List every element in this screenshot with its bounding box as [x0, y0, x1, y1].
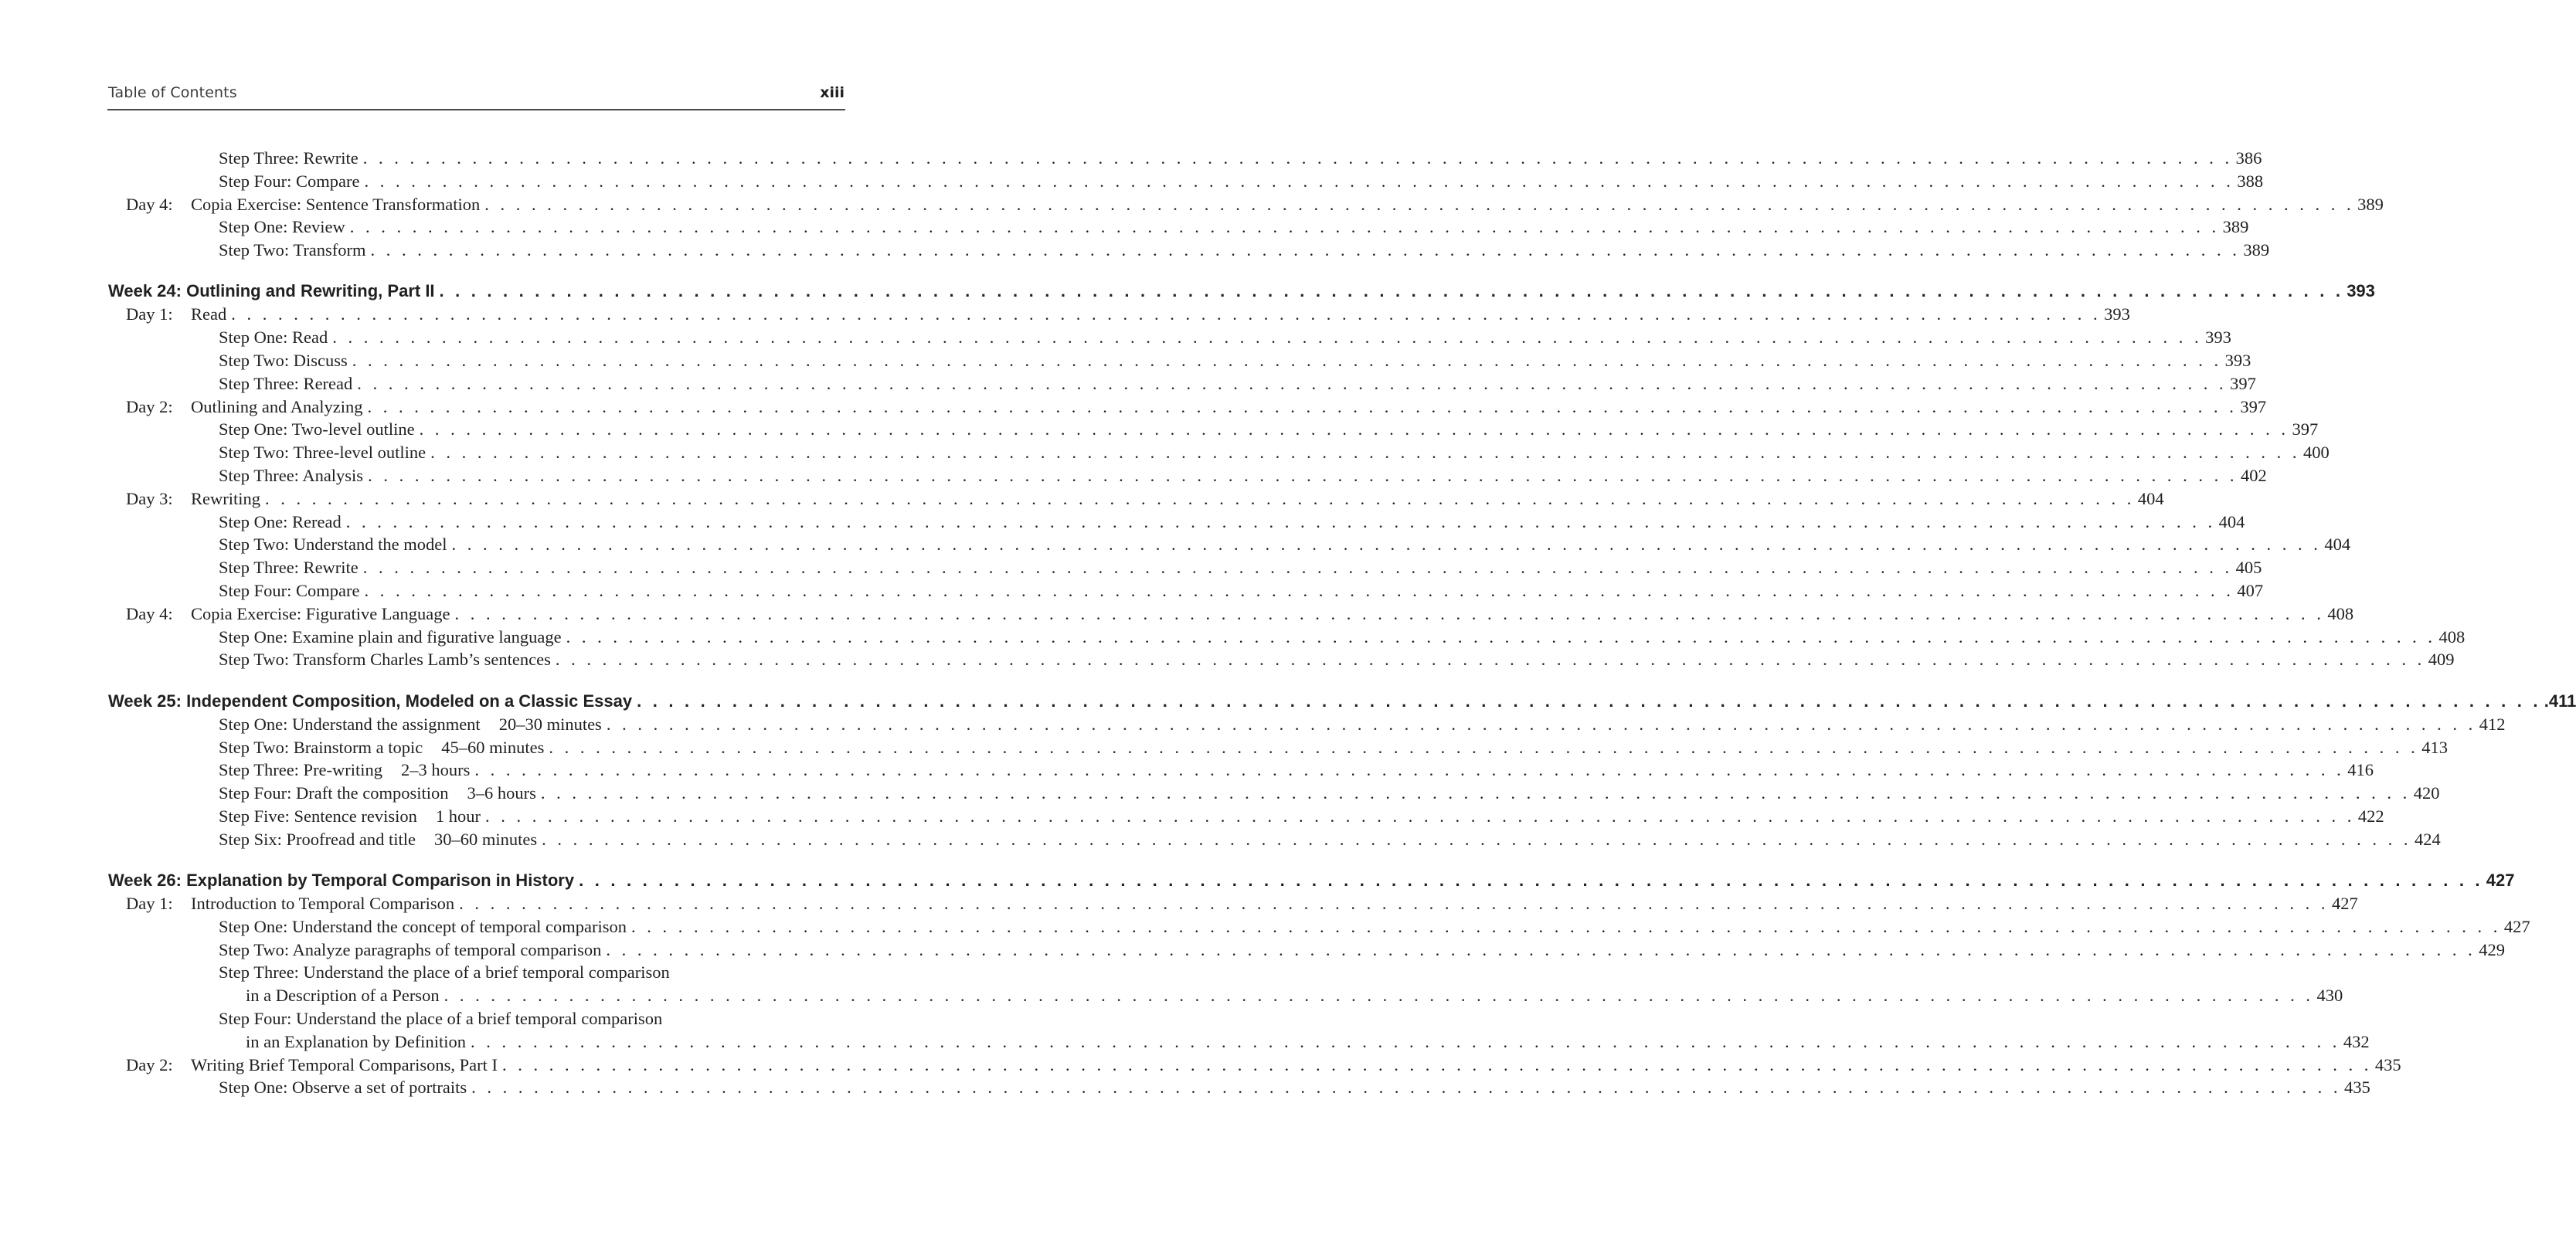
toc-entry-day[interactable]	[108, 303, 2130, 326]
page-reference: 429	[2479, 939, 2505, 959]
dot-leader: . . . . . . . . . . . . . . . . . . . . . . . . . . . . . . . . . . . . . . . . . . . . . . . . . . . . . . . . . . . . . . . . . . . . . . . . . . . . . . . . . . . . . . . . . . . . . . . . . . . . . . . . . . . . . . . . . . . . . . . .	[470, 1031, 2340, 1051]
toc-entry-step[interactable]	[108, 736, 2448, 759]
toc-entry-step[interactable]	[108, 648, 2455, 671]
toc-entry-step[interactable]	[108, 418, 2319, 441]
entry-title: Step Two: Analyze paragraphs of temporal comparison	[219, 939, 602, 959]
entry-title: in an Explanation by Definition	[246, 1031, 466, 1051]
toc-entry-step[interactable]	[108, 713, 2506, 736]
day-label: Day 2:	[126, 396, 173, 416]
page-reference: 404	[2137, 488, 2164, 508]
page-reference: 408	[2327, 603, 2354, 623]
toc-entry-step[interactable]	[108, 939, 2505, 962]
entry-title: Step Four: Draft the composition	[219, 783, 449, 803]
toc-entry-week[interactable]	[108, 689, 2576, 713]
page-reference: 389	[2243, 240, 2270, 260]
entry-title: Writing Brief Temporal Comparisons, Part I	[191, 1054, 498, 1074]
page-reference: 404	[2218, 511, 2245, 531]
dot-leader: . . . . . . . . . . . . . . . . . . . . . . . . . . . . . . . . . . . . . . . . . . . . . . . . . . . . . . . . . . . . . . . . . . . . . . . . . . . . . . . . . . . . . . . . . . . . . . . . . . . . . . . . . . . . . . . . . . . . . . . .	[370, 240, 2241, 260]
toc-entry-step[interactable]	[108, 147, 2262, 170]
entry-title: Copia Exercise: Figurative Language	[191, 603, 450, 623]
toc-entry-week[interactable]	[108, 868, 2515, 892]
toc-entry-step[interactable]	[108, 579, 2264, 603]
entry-title: Step Three: Rewrite	[219, 148, 359, 168]
dot-leader: . . . . . . . . . . . . . . . . . . . . . . . . . . . . . . . . . . . . . . . . . . . . . . . . . . . . . . . . . . . . . . . . . . . . . . . . . . . . . . . . . . . . . . . . . . . . . . . . . . . . . . . . . . . . . . . . . . . . . . . .	[637, 691, 2541, 711]
dot-leader: . . . . . . . . . . . . . . . . . . . . . . . . . . . . . . . . . . . . . . . . . . . . . . . . . . . . . . . . . . . . . . . . . . . . . . . . . . . . . . . . . . . . . . . . . . . . . . . . . . . . . . . . . . . . . . . . . . . . . . . .	[362, 148, 2233, 168]
dot-leader: . . . . . . . . . . . . . . . . . . . . . . . . . . . . . . . . . . . . . . . . . . . . . . . . . . . . . . . . . . . . . . . . . . . . . . . . . . . . . . . . . . . . . . . . . . . . . . . . . . . . . . . . . . . . . . . . . . . . . . . .	[231, 304, 2102, 324]
toc-entry-step[interactable]	[108, 556, 2262, 579]
page-reference: 397	[2230, 373, 2256, 393]
dot-leader: . . . . . . . . . . . . . . . . . . . . . . . . . . . . . . . . . . . . . . . . . . . . . . . . . . . . . . . . . . . . . . . . . . . . . . . . . . . . . . . . . . . . . . . . . . . . . . . . . . . . . . . . . . . . . . . . . . . . . . . .	[419, 419, 2289, 440]
day-label: Day 2:	[126, 1054, 173, 1074]
dot-leader: . . . . . . . . . . . . . . . . . . . . . . . . . . . . . . . . . . . . . . . . . . . . . . . . . . . . . . . . . . . . . . . . . . . . . . . . . . . . . . . . . . . . . . . . . . . . . . . . . . . . . . . . . . . . . . . . . . . . . . . .	[352, 351, 2222, 371]
toc-entry-step[interactable]	[108, 1076, 2370, 1099]
time-estimate: 45–60 minutes	[441, 737, 545, 757]
page-reference: 386	[2235, 148, 2262, 168]
entry-title: Step Three: Pre-writing	[219, 760, 383, 780]
entry-title: Step Four: Compare	[219, 171, 360, 191]
page-reference: .411	[2544, 691, 2576, 711]
toc-entry-day[interactable]	[108, 603, 2354, 626]
day-label: Day 1:	[126, 894, 173, 914]
day-label: Day 4:	[126, 603, 173, 623]
day-label: Day 1:	[126, 304, 173, 324]
dot-leader: . . . . . . . . . . . . . . . . . . . . . . . . . . . . . . . . . . . . . . . . . . . . . . . . . . . . . . . . . . . . . . . . . . . . . . . . . . . . . . . . . . . . . . . . . . . . . . . . . . . . . . . . . . . . . . . . . . . . . . . .	[439, 281, 2344, 301]
page-reference: 397	[2292, 419, 2319, 440]
dot-leader: . . . . . . . . . . . . . . . . . . . . . . . . . . . . . . . . . . . . . . . . . . . . . . . . . . . . . . . . . . . . . . . . . . . . . . . . . . . . . . . . . . . . . . . . . . . . . . . . . . . . . . . . . . . . . . . . . . . . . . . .	[364, 171, 2234, 191]
dot-leader: . . . . . . . . . . . . . . . . . . . . . . . . . . . . . . . . . . . . . . . . . . . . . . . . . . . . . . . . . . . . . . . . . . . . . . . . . . . . . . . . . . . . . . . . . . . . . . . . . . . . . . . . . . . . . . . . . . . . . . . .	[368, 466, 2238, 486]
dot-leader: . . . . . . . . . . . . . . . . . . . . . . . . . . . . . . . . . . . . . . . . . . . . . . . . . . . . . . . . . . . . . . . . . . . . . . . . . . . . . . . . . . . . . . . . . . . . . . . . . . . . . . . . . . . . . . . . . . . . . . . .	[474, 760, 2345, 780]
entry-title: Step Four: Understand the place of a brief temporal comparison	[219, 1009, 663, 1028]
dot-leader: . . . . . . . . . . . . . . . . . . . . . . . . . . . . . . . . . . . . . . . . . . . . . . . . . . . . . . . . . . . . . . . . . . . . . . . . . . . . . . . . . . . . . . . . . . . . . . . . . . . . . . . . . . . . . . . . . . . . . . . .	[451, 535, 2322, 555]
toc-entry-step[interactable]	[108, 511, 2245, 534]
toc-entry-day[interactable]	[108, 193, 2384, 216]
dot-leader: . . . . . . . . . . . . . . . . . . . . . . . . . . . . . . . . . . . . . . . . . . . . . . . . . . . . . . . . . . . . . . . . . . . . . . . . . . . . . . . . . . . . . . . . . . . . . . . . . . . . . . . . . . . . . . . . . . . . . . . .	[454, 603, 2325, 623]
dot-leader: . . . . . . . . . . . . . . . . . . . . . . . . . . . . . . . . . . . . . . . . . . . . . . . . . . . . . . . . . . . . . . . . . . . . . . . . . . . . . . . . . . . . . . . . . . . . . . . . . . . . . . . . . . . . . . . . . . . . . . . .	[540, 783, 2411, 803]
page-reference: 427	[2486, 871, 2515, 891]
toc-entry-step[interactable]	[108, 961, 842, 984]
toc-entry-step[interactable]	[108, 915, 2530, 939]
dot-leader: . . . . . . . . . . . . . . . . . . . . . . . . . . . . . . . . . . . . . . . . . . . . . . . . . . . . . . . . . . . . . . . . . . . . . . . . . . . . . . . . . . . . . . . . . . . . . . . . . . . . . . . . . . . . . . . . . . . . . . . .	[367, 396, 2238, 416]
toc-entry-step[interactable]	[108, 626, 2466, 649]
toc-entry-step[interactable]	[108, 1007, 842, 1030]
page-reference: 393	[2224, 351, 2251, 371]
entry-title: Step Two: Discuss	[219, 351, 348, 371]
dot-leader: . . . . . . . . . . . . . . . . . . . . . . . . . . . . . . . . . . . . . . . . . . . . . . . . . . . . . . . . . . . . . . . . . . . . . . . . . . . . . . . . . . . . . . . . . . . . . . . . . . . . . . . . . . . . . . . . . . . . . . . .	[471, 1078, 2342, 1098]
entry-title: Step Six: Proofread and title	[219, 829, 416, 849]
dot-leader: . . . . . . . . . . . . . . . . . . . . . . . . . . . . . . . . . . . . . . . . . . . . . . . . . . . . . . . . . . . . . . . . . . . . . . . . . . . . . . . . . . . . . . . . . . . . . . . . . . . . . . . . . . . . . . . . . . . . . . . .	[332, 328, 2203, 348]
day-label: Day 3:	[126, 488, 173, 508]
entry-title: Week 26: Explanation by Temporal Comparison in History	[108, 871, 575, 891]
section-gap	[108, 671, 842, 689]
time-estimate: 20–30 minutes	[498, 714, 602, 734]
dot-leader: . . . . . . . . . . . . . . . . . . . . . . . . . . . . . . . . . . . . . . . . . . . . . . . . . . . . . . . . . . . . . . . . . . . . . . . . . . . . . . . . . . . . . . . . . . . . . . . . . . . . . . . . . . . . . . . . . . . . . . . .	[443, 986, 2314, 1006]
toc-entry-step[interactable]	[108, 441, 2330, 464]
toc-entry-step[interactable]	[108, 464, 2267, 487]
toc-entry-step[interactable]	[108, 170, 2264, 193]
page-reference: 407	[2237, 581, 2264, 601]
page-reference: 424	[2414, 829, 2441, 849]
entry-title: Rewriting	[191, 488, 260, 508]
entry-title: Copia Exercise: Sentence Transformation	[191, 194, 481, 214]
dot-leader: . . . . . . . . . . . . . . . . . . . . . . . . . . . . . . . . . . . . . . . . . . . . . . . . . . . . . . . . . . . . . . . . . . . . . . . . . . . . . . . . . . . . . . . . . . . . . . . . . . . . . . . . . . . . . . . . . . . . . . . .	[502, 1054, 2372, 1074]
entry-title: Step One: Observe a set of portraits	[219, 1078, 467, 1098]
entry-title: Week 25: Independent Composition, Modeled on a Classic Essay	[108, 691, 633, 711]
toc-entry-day[interactable]	[108, 395, 2267, 419]
toc-list	[108, 147, 2576, 1099]
entry-title: Step Three: Analysis	[219, 466, 364, 486]
page-reference: 435	[2344, 1078, 2370, 1098]
dot-leader: . . . . . . . . . . . . . . . . . . . . . . . . . . . . . . . . . . . . . . . . . . . . . . . . . . . . . . . . . . . . . . . . . . . . . . . . . . . . . . . . . . . . . . . . . . . . . . . . . . . . . . . . . . . . . . . . . . . . . . . .	[484, 194, 2355, 214]
toc-entry-step[interactable]	[108, 349, 2251, 372]
entry-title: Step One: Two-level outline	[219, 419, 415, 440]
entry-title: in a Description of a Person	[246, 986, 440, 1006]
dot-leader: . . . . . . . . . . . . . . . . . . . . . . . . . . . . . . . . . . . . . . . . . . . . . . . . . . . . . . . . . . . . . . . . . . . . . . . . . . . . . . . . . . . . . . . . . . . . . . . . . . . . . . . . . . . . . . . . . . . . . . . .	[630, 916, 2501, 936]
page-reference: 422	[2357, 806, 2384, 826]
entry-title: Read	[191, 304, 227, 324]
time-estimate: 3–6 hours	[467, 783, 536, 803]
page-reference: 430	[2316, 986, 2343, 1006]
toc-entry-step[interactable]	[108, 533, 2351, 556]
toc-entry-step[interactable]	[108, 216, 2249, 239]
entry-title: Step Two: Brainstorm a topic	[219, 737, 423, 757]
dot-leader: . . . . . . . . . . . . . . . . . . . . . . . . . . . . . . . . . . . . . . . . . . . . . . . . . . . . . . . . . . . . . . . . . . . . . . . . . . . . . . . . . . . . . . . . . . . . . . . . . . . . . . . . . . . . . . . . . . . . . . . .	[555, 650, 2425, 670]
page-reference: 408	[2438, 626, 2466, 647]
dot-leader: . . . . . . . . . . . . . . . . . . . . . . . . . . . . . . . . . . . . . . . . . . . . . . . . . . . . . . . . . . . . . . . . . . . . . . . . . . . . . . . . . . . . . . . . . . . . . . . . . . . . . . . . . . . . . . . . . . . . . . . .	[579, 871, 2483, 891]
section-gap	[108, 262, 842, 280]
page-reference: 409	[2428, 650, 2455, 670]
dot-leader: . . . . . . . . . . . . . . . . . . . . . . . . . . . . . . . . . . . . . . . . . . . . . . . . . . . . . . . . . . . . . . . . . . . . . . . . . . . . . . . . . . . . . . . . . . . . . . . . . . . . . . . . . . . . . . . . . . . . . . . .	[549, 737, 2419, 757]
header-rule	[107, 109, 845, 110]
page-reference: 388	[2237, 171, 2264, 191]
entry-title: Step Three: Rewrite	[219, 558, 359, 578]
section-gap	[108, 851, 842, 869]
entry-title: Step One: Understand the assignment	[219, 714, 481, 734]
page-reference: 402	[2240, 466, 2267, 486]
page-reference: 393	[2205, 328, 2231, 348]
entry-title: Step Two: Transform Charles Lamb’s sentences	[219, 650, 551, 670]
page-number: xiii	[820, 84, 845, 101]
entry-title: Introduction to Temporal Comparison	[191, 894, 455, 914]
time-estimate: 30–60 minutes	[433, 829, 538, 849]
entry-title: Step Five: Sentence revision	[219, 806, 417, 826]
page-reference: 420	[2413, 783, 2440, 803]
entry-title: Step One: Examine plain and figurative language	[219, 626, 562, 647]
entry-title: Step Two: Transform	[219, 240, 366, 260]
page-reference: 416	[2347, 760, 2374, 780]
dot-leader: . . . . . . . . . . . . . . . . . . . . . . . . . . . . . . . . . . . . . . . . . . . . . . . . . . . . . . . . . . . . . . . . . . . . . . . . . . . . . . . . . . . . . . . . . . . . . . . . . . . . . . . . . . . . . . . . . . . . . . . .	[345, 511, 2216, 531]
entry-title: Step Three: Reread	[219, 373, 353, 393]
toc-entry-step[interactable]	[108, 326, 2231, 349]
toc-entry-step[interactable]	[108, 759, 2374, 782]
page-reference: 404	[2324, 535, 2351, 555]
toc-entry-continuation[interactable]	[108, 984, 2343, 1007]
day-label: Day 4:	[126, 194, 173, 214]
page-reference: 393	[2104, 304, 2130, 324]
dot-leader: . . . . . . . . . . . . . . . . . . . . . . . . . . . . . . . . . . . . . . . . . . . . . . . . . . . . . . . . . . . . . . . . . . . . . . . . . . . . . . . . . . . . . . . . . . . . . . . . . . . . . . . . . . . . . . . . . . . . . . . .	[430, 443, 2301, 463]
toc-entry-week[interactable]	[108, 279, 2375, 303]
entry-title: Step One: Understand the concept of temporal comparison	[219, 916, 627, 936]
page-reference: 400	[2303, 443, 2330, 463]
dot-leader: . . . . . . . . . . . . . . . . . . . . . . . . . . . . . . . . . . . . . . . . . . . . . . . . . . . . . . . . . . . . . . . . . . . . . . . . . . . . . . . . . . . . . . . . . . . . . . . . . . . . . . . . . . . . . . . . . . . . . . . .	[542, 829, 2411, 849]
running-head-title: Table of Contents	[108, 84, 237, 101]
dot-leader: . . . . . . . . . . . . . . . . . . . . . . . . . . . . . . . . . . . . . . . . . . . . . . . . . . . . . . . . . . . . . . . . . . . . . . . . . . . . . . . . . . . . . . . . . . . . . . . . . . . . . . . . . . . . . . . . . . . . . . . .	[357, 373, 2228, 393]
page-reference: 427	[2503, 916, 2530, 936]
dot-leader: . . . . . . . . . . . . . . . . . . . . . . . . . . . . . . . . . . . . . . . . . . . . . . . . . . . . . . . . . . . . . . . . . . . . . . . . . . . . . . . . . . . . . . . . . . . . . . . . . . . . . . . . . . . . . . . . . . . . . . . .	[349, 217, 2220, 237]
toc-entry-day[interactable]	[108, 1054, 2401, 1077]
toc-entry-continuation[interactable]	[108, 1030, 2370, 1054]
dot-leader: . . . . . . . . . . . . . . . . . . . . . . . . . . . . . . . . . . . . . . . . . . . . . . . . . . . . . . . . . . . . . . . . . . . . . . . . . . . . . . . . . . . . . . . . . . . . . . . . . . . . . . . . . . . . . . . . . . . . . . . .	[606, 714, 2476, 734]
entry-title: Step Three: Understand the place of a brief temporal comparison	[219, 962, 670, 983]
running-head	[108, 84, 846, 106]
dot-leader: . . . . . . . . . . . . . . . . . . . . . . . . . . . . . . . . . . . . . . . . . . . . . . . . . . . . . . . . . . . . . . . . . . . . . . . . . . . . . . . . . . . . . . . . . . . . . . . . . . . . . . . . . . . . . . . . . . . . . . . .	[364, 581, 2234, 601]
dot-leader: . . . . . . . . . . . . . . . . . . . . . . . . . . . . . . . . . . . . . . . . . . . . . . . . . . . . . . . . . . . . . . . . . . . . . . . . . . . . . . . . . . . . . . . . . . . . . . . . . . . . . . . . . . . . . . . . . . . . . . . .	[362, 558, 2233, 578]
page-reference: 412	[2479, 714, 2506, 734]
entry-title: Step Four: Compare	[219, 581, 360, 601]
entry-title: Step Two: Understand the model	[219, 535, 447, 555]
time-estimate: 2–3 hours	[401, 760, 471, 780]
page-reference: 405	[2235, 558, 2262, 578]
page-reference: 397	[2240, 396, 2267, 416]
page-reference: 413	[2421, 737, 2448, 757]
toc-entry-day[interactable]	[108, 892, 2358, 915]
time-estimate: 1 hour	[435, 806, 481, 826]
entry-title: Step One: Reread	[219, 511, 342, 531]
toc-entry-step[interactable]	[108, 828, 2441, 851]
dot-leader: . . . . . . . . . . . . . . . . . . . . . . . . . . . . . . . . . . . . . . . . . . . . . . . . . . . . . . . . . . . . . . . . . . . . . . . . . . . . . . . . . . . . . . . . . . . . . . . . . . . . . . . . . . . . . . . . . . . . . . . .	[484, 806, 2355, 826]
entry-title: Step One: Read	[219, 328, 328, 348]
page-reference: 427	[2331, 894, 2358, 914]
entry-title: Week 24: Outlining and Rewriting, Part II	[108, 281, 435, 301]
entry-title: Step Two: Three-level outline	[219, 443, 427, 463]
toc-entry-step[interactable]	[108, 239, 2270, 262]
dot-leader: . . . . . . . . . . . . . . . . . . . . . . . . . . . . . . . . . . . . . . . . . . . . . . . . . . . . . . . . . . . . . . . . . . . . . . . . . . . . . . . . . . . . . . . . . . . . . . . . . . . . . . . . . . . . . . . . . . . . . . . .	[459, 894, 2329, 914]
toc-entry-step[interactable]	[108, 372, 2256, 395]
dot-leader: . . . . . . . . . . . . . . . . . . . . . . . . . . . . . . . . . . . . . . . . . . . . . . . . . . . . . . . . . . . . . . . . . . . . . . . . . . . . . . . . . . . . . . . . . . . . . . . . . . . . . . . . . . . . . . . . . . . . . . . .	[265, 488, 2135, 508]
toc-entry-day[interactable]	[108, 487, 2164, 511]
entry-title: Step One: Review	[219, 217, 345, 237]
page-reference: 389	[2357, 194, 2384, 214]
page-reference: 389	[2222, 217, 2249, 237]
dot-leader: . . . . . . . . . . . . . . . . . . . . . . . . . . . . . . . . . . . . . . . . . . . . . . . . . . . . . . . . . . . . . . . . . . . . . . . . . . . . . . . . . . . . . . . . . . . . . . . . . . . . . . . . . . . . . . . . . . . . . . . .	[606, 939, 2476, 959]
toc-entry-step[interactable]	[108, 805, 2384, 828]
entry-title: Outlining and Analyzing	[191, 396, 363, 416]
page-reference: 432	[2343, 1031, 2370, 1051]
toc-entry-step[interactable]	[108, 782, 2440, 805]
page-reference: 393	[2347, 281, 2375, 301]
dot-leader: . . . . . . . . . . . . . . . . . . . . . . . . . . . . . . . . . . . . . . . . . . . . . . . . . . . . . . . . . . . . . . . . . . . . . . . . . . . . . . . . . . . . . . . . . . . . . . . . . . . . . . . . . . . . . . . . . . . . . . . .	[566, 626, 2436, 647]
page-reference: 435	[2374, 1054, 2401, 1074]
